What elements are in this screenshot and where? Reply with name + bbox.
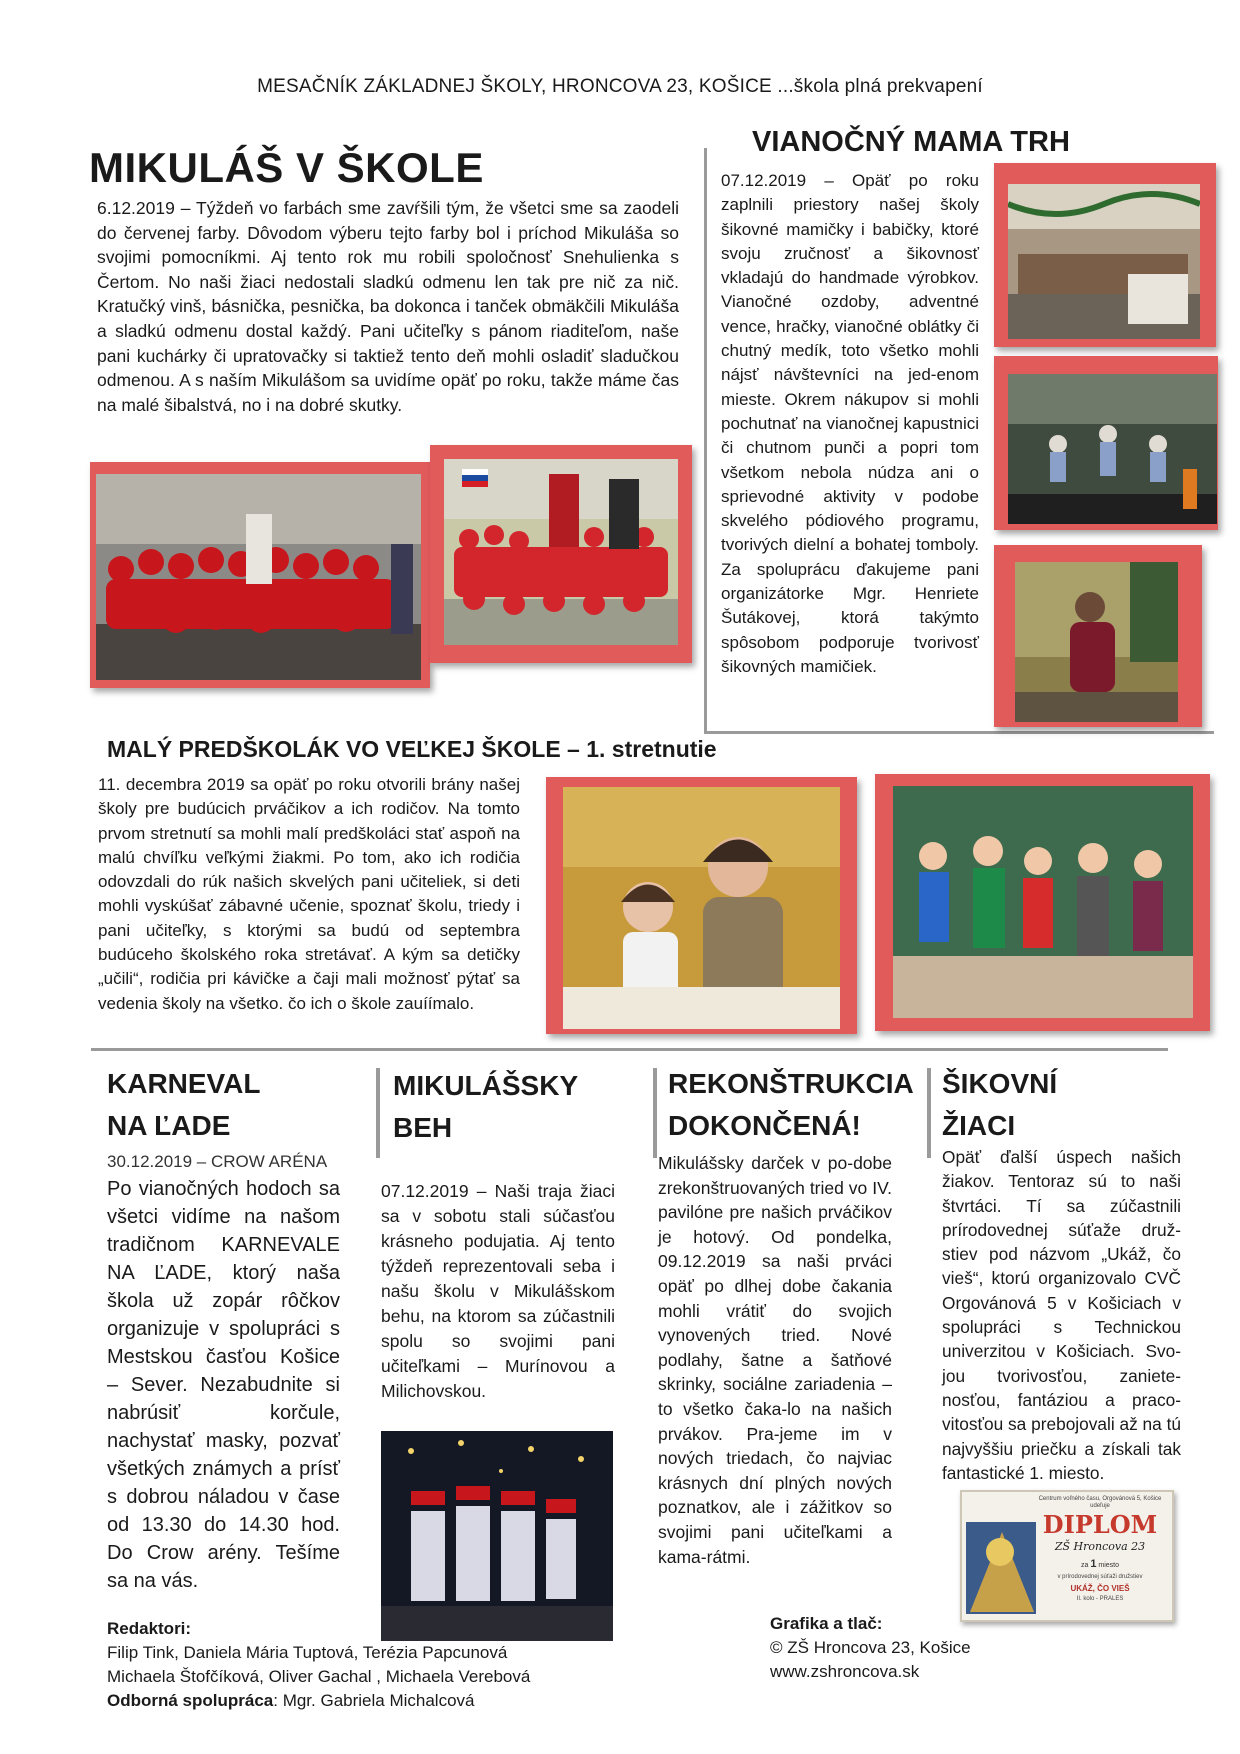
divider-horizontal-bottom (91, 1048, 1168, 1051)
rekon-text: Mikulášsky darček v po-dobe zrekonštruovaných tried vo IV. pavilóne pre našich prváčikov je hotový. Od pondelka, 09.12.2019 sa naši prváci opäť po dlhej dobe čakania mohli vrátiť do svojich vynovených tried. Nové podlahy, šatne a šatňové skrinky, sociálne zariadenia – to všetko čaka-lo na našich prvákov. Pra-jeme im v nových triedach, čo najviac krásnych dní plných nových poznatkov, ale i zážitkov so svojimi pani učiteľkami a kama-rátmi. (658, 1153, 892, 1567)
print-website-link[interactable]: www.zshroncova.sk (770, 1662, 920, 1681)
mikulas-title: MIKULÁŠ V ŠKOLE (89, 144, 484, 191)
coop-value: : Mgr. Gabriela Michalcová (273, 1691, 475, 1710)
diploma-header: Centrum voľného času, Orgovánová 5, Košice udeľuje (1038, 1496, 1162, 1509)
predskolak-text: 11. decembra 2019 sa opäť po roku otvorili brány našej školy pre budúcich prváčikov a ich rodičov. Na tomto prvom stretnutí sa mohli malí predškoláci stať aspoň na malú chvíľku veľkými žiakmi. Po tom, ako ich rodičia odovzdali do rúk našich skvelých pani učiteliek, si deti mohli vyskúšať zábavné učenie, spoznať školu, triedy i pani učiteľky, s ktorými sa budú od septembra budúceho školského roka stretávať. A kým sa detičky „učili“, rodičia pri kávičke a čaji mali možnosť pýtať sa vedenia školy na všetko. čo ich o škole zauíímalo. (98, 775, 520, 1013)
credits-editors (107, 1617, 530, 1713)
editors-label: Redaktori: (107, 1619, 192, 1638)
print-line1: © ZŠ Hroncova 23, Košice (770, 1638, 971, 1657)
photo-preschool-girl (546, 777, 857, 1034)
karneval-date: 30.12.2019 – CROW ARÉNA (107, 1152, 328, 1171)
diploma-title: DIPLOM (1042, 1510, 1158, 1539)
beh-title (393, 1065, 578, 1149)
print-label: Grafika a tlač: (770, 1614, 883, 1633)
photo-preschool-kids (875, 774, 1210, 1031)
photo-market-hall (994, 163, 1216, 347)
photo-run (381, 1431, 613, 1641)
diploma-place-suffix: miesto (1098, 1562, 1120, 1569)
mamatrh-title: VIANOČNÝ MAMA TRH (752, 126, 1070, 158)
ziaci-title-line1: ŠIKOVNÍ (942, 1068, 1058, 1099)
karneval-title-line1: KARNEVAL (107, 1068, 261, 1099)
karneval-title-line2: NA ĽADE (107, 1110, 231, 1141)
photo-speaker (994, 545, 1202, 727)
diploma-place-prefix: za (1080, 1562, 1089, 1569)
diploma-category: II. kolo - PRALES (1076, 1596, 1124, 1602)
rekon-title-line1: REKONŠTRUKCIA (668, 1068, 914, 1099)
ziaci-title-line2: ŽIACI (942, 1110, 1016, 1141)
coop-label: Odborná spolupráca (107, 1691, 274, 1710)
mamatrh-text: 07.12.2019 – Opäť po roku zaplnili priestory našej školy šikovné mamičky i babičky, ktoré svoju zručnosť a šikovnosť vkladajú do handmade výrobkov. Vianočné ozdoby, adventné vence, hračky, vianočné oblátky či chutný medík, toto všetko mohli nájsť návštevníci na jed-enom mieste. Okrem nákupov si mohli pochutnať na vianočnej kapustnici či chutnom punči a popri tom všetkom nebola núdza ani o sprievodné aktivity v podobe skvelého pódiového programu, tvorivých dielní a bohatej tomboly. Za spoluprácu ďakujeme pani organizátorke Mgr. Henriete Šutákovej, ktorá takýmto spôsobom podporuje tvorivosť šikovných mamičiek. (721, 171, 979, 676)
diploma-place-row (1032, 1558, 1168, 1570)
diploma-image (960, 1490, 1174, 1622)
diploma-name: ZŠ Hroncova 23 (1054, 1540, 1146, 1553)
editors-line1: Filip Tink, Daniela Mária Tuptová, Terézia Papcunová (107, 1643, 508, 1662)
divider-vertical-mamatrh (704, 148, 707, 733)
mikulas-text: 6.12.2019 – Týždeň vo farbách sme zavŕšili tým, že všetci sme sa zaodeli do červenej farby. Dôvodom výberu tejto farby bol i príchod Mikuláša so svojimi pomocníkmi. Aj tento rok mu robili spoločnosť Snehulienka s Čertom. No naši žiaci nedostali sladkú odmenu len tak pre nič za nič. Kratučký vinš, básnička, pesnička, ba dokonca i tanček obmäkčili Mikuláša a sladkú odmenu dostal každý. Pani učiteľky s pánom riaditeľom, naše pani kuchárky či upratovačky si taktiež tento deň mohli osladiť sladučkou odmenou. A s naším Mikulášom sa uvidíme opäť po roku, takže máme čas na malé šibalstvá, no i na dobré skutky. (97, 198, 679, 415)
divider-rekon (653, 1068, 657, 1158)
masthead: MESAČNÍK ZÁKLADNEJ ŠKOLY, HRONCOVA 23, KOŠICE ...škola plná prekvapení (257, 76, 983, 97)
credits-print (770, 1612, 971, 1684)
divider-beh (376, 1068, 380, 1158)
photo-kids-mikulas (430, 445, 692, 663)
beh-title-line1: MIKULÁŠSKY (393, 1070, 579, 1101)
ziaci-text: Opäť ďalší úspech našich žiakov. Tentoraz sú to naši štvrtáci. Tí sa zúčastnili prírodovednej súťaže druž-stiev pod názvom „Ukáž, čo vieš“, ktorú organizovalo CVČ Orgovánová 5 v Košiciach v spolupráci s Technickou univerzitou v Košiciach. Svo-jou tvorivosťou, zaniete-nosťou, fantáziou a praco-vitosťou sa prebojovali až na tú najvyššiu priečku a získali tak fantastické 1. miesto. (942, 1147, 1181, 1483)
beh-text: 07.12.2019 – Naši traja žiaci sa v sobotu stali súčasťou krásneho podujatia. Aj tento týždeň reprezentovali seba i našu školu v Mikulášskom behu, na ktorom sa zúčastnili spolu so svojimi pani učiteľkami – Murínovou a Milichovskou. (381, 1181, 615, 1401)
ziaci-title (942, 1063, 1057, 1147)
divider-ziaci (927, 1068, 931, 1158)
diploma-event: UKÁŽ, ČO VIEŠ (1070, 1584, 1130, 1593)
rekon-title (668, 1063, 914, 1147)
diploma-place: 1 (1090, 1558, 1097, 1570)
photo-stage-program (994, 356, 1218, 530)
photo-staff-red (90, 462, 430, 688)
karneval-title (107, 1063, 260, 1147)
divider-horizontal-mamatrh (704, 731, 1214, 734)
karneval-text: Po vianočných hodoch sa všetci vidíme na našom tradičnom KARNEVALE NA ĽADE, ktorý naša škola už zopár rôčkov organizuje v spolupráci s Mestskou časťou Košice – Sever. Nezabudnite si nabrúsiť korčule, nachystať masky, pozvať všetkých známych a prísť s dobrou náladou v čase od 13.30 do 14.30 hod. Do Crow arény. Tešíme sa na vás. (107, 1178, 340, 1592)
beh-title-line2: BEH (393, 1112, 453, 1143)
predskolak-title: MALÝ PREDŠKOLÁK VO VEĽKEJ ŠKOLE – 1. stretnutie (107, 736, 717, 762)
diploma-event-line: v prírodovednej súťaži družstiev (1057, 1574, 1143, 1580)
rekon-title-line2: DOKONČENÁ! (668, 1110, 861, 1141)
editors-line2: Michaela Štofčíková, Oliver Gachal , Michaela Verebová (107, 1667, 531, 1686)
